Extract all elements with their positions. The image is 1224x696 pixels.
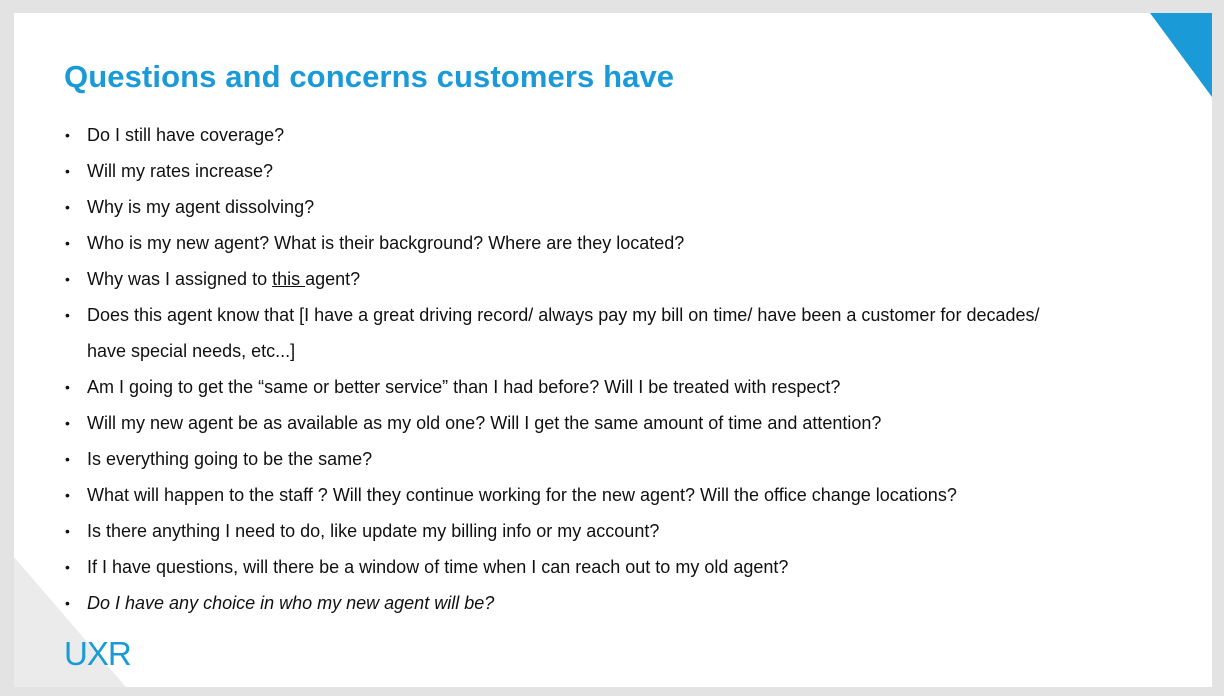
list-item: • Why was I assigned to this agent? — [87, 261, 1047, 297]
bullet-icon: • — [65, 235, 70, 251]
bullet-icon: • — [65, 127, 70, 143]
list-item: • Is everything going to be the same? — [87, 441, 1047, 477]
bullet-icon: • — [65, 199, 70, 215]
list-item: • Why is my agent dissolving? — [87, 189, 1047, 225]
bullet-icon: • — [65, 271, 70, 287]
bullet-icon: • — [65, 523, 70, 539]
list-item: • Will my new agent be as available as my old one? Will I get the same amount of time and attention? — [87, 405, 1047, 441]
bullet-icon: • — [65, 595, 70, 611]
list-item: • Does this agent know that [I have a great driving record/ always pay my bill on time/ have been a customer for decades/ have special needs, etc...] — [87, 297, 1047, 369]
list-item: • Do I have any choice in who my new agent will be? — [87, 585, 1047, 621]
list-item: • What will happen to the staff ? Will they continue working for the new agent? Will the office change locations? — [87, 477, 1047, 513]
list-item: • Am I going to get the “same or better service” than I had before? Will I be treated with respect? — [87, 369, 1047, 405]
bullet-icon: • — [65, 415, 70, 431]
bullet-icon: • — [65, 451, 70, 467]
emphasis-underline: this — [272, 269, 306, 289]
slide-title: Questions and concerns customers have — [64, 59, 675, 94]
list-item: • Is there anything I need to do, like update my billing info or my account? — [87, 513, 1047, 549]
corner-accent-triangle — [1150, 13, 1212, 97]
list-item: • Who is my new agent? What is their background? Where are they located? — [87, 225, 1047, 261]
bullet-icon: • — [65, 379, 70, 395]
question-list — [65, 117, 1047, 621]
list-item: • Will my rates increase? — [87, 153, 1047, 189]
bullet-icon: • — [65, 307, 70, 323]
bullet-icon: • — [65, 559, 70, 575]
bullet-icon: • — [65, 163, 70, 179]
list-item: • Do I still have coverage? — [87, 117, 1047, 153]
list-item: • If I have questions, will there be a window of time when I can reach out to my old agent? — [87, 549, 1047, 585]
uxr-logo: UXR — [64, 635, 131, 672]
slide — [14, 13, 1212, 687]
bullet-icon: • — [65, 487, 70, 503]
